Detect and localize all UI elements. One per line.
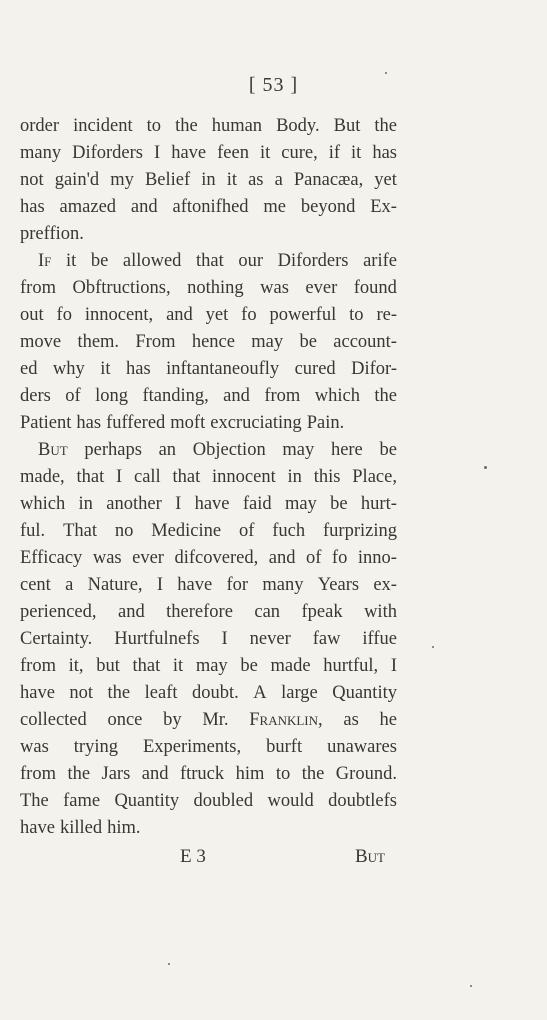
- paper-speck: [470, 985, 472, 987]
- signature-mark: E 3: [180, 846, 206, 867]
- page-header-text: [ 53 ]: [248, 74, 299, 96]
- text-line: have killed him.: [20, 818, 141, 838]
- text-line: has amazed and aftonifhed me beyond Ex-: [20, 197, 397, 217]
- text-line: many Diforders I have feen it cure, if it has: [20, 143, 397, 163]
- text-line: Patient has fuffered moft excruciating Pain.: [20, 413, 345, 433]
- body-text: [20, 113, 397, 842]
- text-line: made, that I call that innocent in this Place,: [20, 467, 397, 487]
- text-line: have not the leaft doubt. A large Quantity: [20, 683, 397, 703]
- page-footer: [0, 846, 547, 876]
- text-line: The fame Quantity doubled would doubtlefs: [20, 791, 397, 811]
- text-line: ders of long ftanding, and from which the: [20, 386, 397, 406]
- text-line: preffion.: [20, 224, 84, 244]
- text-line: ful. That no Medicine of fuch furprizing: [20, 521, 397, 541]
- text-line: perienced, and therefore can fpeak with: [20, 602, 397, 622]
- text-line: But perhaps an Objection may here be: [38, 440, 397, 460]
- text-line: was trying Experiments, burft unawares: [20, 737, 397, 757]
- text-line: If it be allowed that our Diforders arife: [38, 251, 397, 271]
- text-line: ed why it has inftantaneoufly cured Difor-: [20, 359, 397, 379]
- text-line: Efficacy was ever difcovered, and of fo inno-: [20, 548, 397, 568]
- paper-speck: [168, 963, 170, 965]
- text-line: Certainty. Hurtfulnefs I never faw iffue: [20, 629, 397, 649]
- catchword: But: [355, 846, 386, 867]
- text-line: not gain'd my Belief in it as a Panacæa, yet: [20, 170, 397, 190]
- text-line: cent a Nature, I have for many Years ex-: [20, 575, 397, 595]
- page-header: [0, 74, 547, 97]
- paper-speck: [432, 646, 434, 648]
- text-line: from it, but that it may be made hurtful, I: [20, 656, 397, 676]
- text-line: collected once by Mr. Franklin, as he: [20, 710, 397, 730]
- text-line: out fo innocent, and yet fo powerful to re-: [20, 305, 397, 325]
- text-line: order incident to the human Body. But the: [20, 116, 397, 136]
- text-line: from the Jars and ftruck him to the Ground.: [20, 764, 397, 784]
- text-line: move them. From hence may be account-: [20, 332, 397, 352]
- paper-speck: [484, 466, 487, 469]
- paper-speck: [385, 72, 387, 74]
- text-line: which in another I have faid may be hurt-: [20, 494, 397, 514]
- text-line: from Obftructions, nothing was ever found: [20, 278, 397, 298]
